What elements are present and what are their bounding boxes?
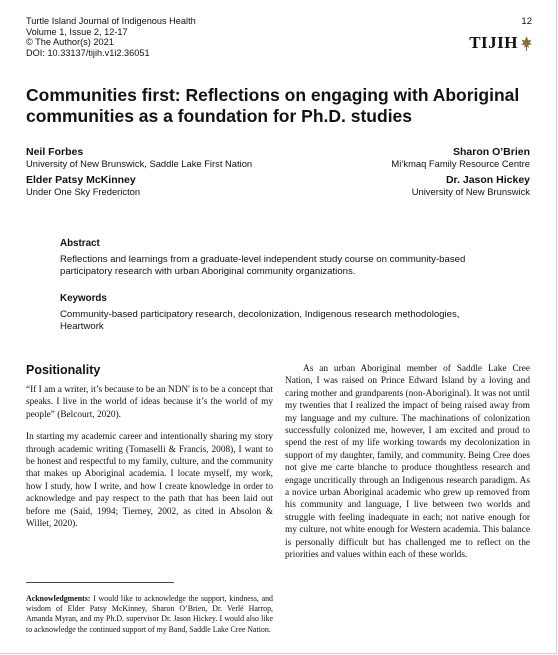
- body-paragraph: As an urban Aboriginal member of Saddle Lake Cree Nation, I was raised on Prince Edward Island by a loving and caring mother and grandparents (non-Aboriginal). It was not until my twenties that I realized the impact of being raised away from my language and my culture. The machinations of colonization successfully colonized me, however, I am excited and proud to spend the rest of my life working towards my decolonization in support of my daughter, family, and community. Being Cree does not give me carte blanche to produce thoughtless research and engage uncritically through an Indigenous research paradigm. As a novice urban Aboriginal academic who grew up removed from his community and language, I live between two worlds and struggle with feeling inadequate in each; not native enough for my culture, not white enough for Western academia. This balance is personally difficult but has challenged me to reflect on the priorities and values within each of these worlds.: [285, 364, 530, 561]
- abstract-section: [60, 238, 500, 279]
- left-column: [26, 363, 273, 530]
- author-block-3: [26, 174, 140, 197]
- author-block-2: [391, 146, 530, 169]
- keywords-heading: Keywords: [60, 293, 107, 304]
- abstract-heading: Abstract: [60, 238, 100, 249]
- leaf-icon: [521, 36, 532, 51]
- author-block-1: [26, 146, 252, 169]
- acknowledgments-footnote: [26, 594, 273, 635]
- journal-volume: Volume 1, Issue 2, 12-17: [26, 26, 128, 37]
- abstract-text: Reflections and learnings from a graduate-level independent study course on community-based participatory research with urban Aboriginal community organizations.: [60, 253, 466, 278]
- page-number: 12: [521, 16, 532, 27]
- author-affiliation: University of New Brunswick: [411, 186, 530, 197]
- keywords-section: [60, 293, 500, 334]
- author-name: Elder Patsy McKinney: [26, 174, 136, 186]
- author-affiliation: University of New Brunswick, Saddle Lake First Nation: [26, 158, 253, 169]
- footnote-divider: [26, 582, 174, 583]
- journal-doi[interactable]: DOI: 10.33137/tijih.v1i2.36051: [26, 47, 150, 58]
- author-block-4: [412, 174, 530, 197]
- author-name: Dr. Jason Hickey: [445, 174, 530, 186]
- author-affiliation: Under One Sky Fredericton: [26, 186, 141, 197]
- author-name: Sharon O’Brien: [452, 146, 530, 158]
- keywords-text: Community-based participatory research, decolonization, Indigenous research methodologies, Heartwork: [60, 308, 460, 333]
- logo-text: TIJIH: [469, 33, 518, 52]
- acknowledgments-label: Acknowledgments:: [26, 594, 91, 603]
- author-name: Neil Forbes: [26, 146, 84, 158]
- journal-header: [26, 16, 196, 58]
- acknowledgments-text: I would like to acknowledge the support, kindness, and wisdom of Elder Patsy McKinney, Sharon O’Brien, Dr. Verlé Harrop, Amanda Myran, and my Ph.D. supervisor Dr. Jason Hickey. I would also like to acknowledge the continued support of my Band, Saddle Lake Cree Nation.: [26, 594, 273, 634]
- journal-logo: [469, 33, 532, 53]
- epigraph-paragraph: “If I am a writer, it’s because to be an NDN' is to be a concept that speaks. I live in the world of ideas because it’s the world of my people” (Belcourt, 2020).: [26, 385, 273, 420]
- journal-copyright: © The Author(s) 2021: [26, 37, 114, 48]
- journal-name: Turtle Island Journal of Indigenous Health: [26, 16, 196, 26]
- body-paragraph: In starting my academic career and intentionally sharing my story through academic writing (Tomaselli & Francis, 2008), I want to be honest and respectful to my family, culture, and the community that makes up Aboriginal academia. I locate myself, my work, how I study, how I write, and how I create knowledge in order to acknowledge and pay respect to the path that has been laid out before me (Said, 1994; Tierney, 2002, as cited in Absolon & Willet, 2020).: [26, 432, 273, 530]
- article-title: Communities first: Reflections on engaging with Aboriginal communities as a foundation for Ph.D. studies: [26, 85, 520, 126]
- section-heading: Positionality: [26, 363, 101, 377]
- author-affiliation: Mi’kmaq Family Resource Centre: [391, 158, 530, 169]
- right-column: [285, 363, 530, 562]
